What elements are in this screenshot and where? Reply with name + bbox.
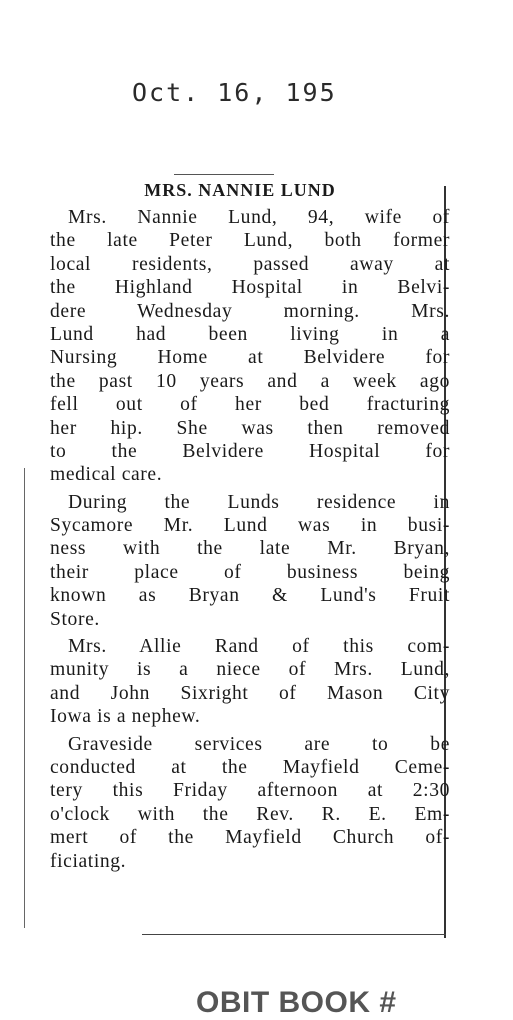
obituary-paragraph — [50, 491, 450, 631]
text-line: Lund had been living in a — [50, 323, 450, 345]
text-line: the Highland Hospital in Belvi- — [50, 277, 450, 299]
text-line: Iowa is a nephew. — [50, 706, 201, 728]
text-line: tery this Friday afternoon at 2:30 — [50, 780, 450, 802]
obituary-body — [50, 206, 450, 877]
date-stamp: Oct. 16, 195 — [132, 78, 337, 107]
text-line: dere Wednesday morning. Mrs. — [50, 300, 450, 322]
text-line: Sycamore Mr. Lund was in busi- — [50, 515, 450, 537]
text-line: and John Sixright of Mason City — [50, 682, 450, 704]
bottom-rule — [142, 934, 446, 935]
text-line: known as Bryan & Lund's Fruit — [50, 585, 450, 607]
obituary-headline: MRS. NANNIE LUND — [144, 180, 336, 200]
text-line: local residents, passed away at — [50, 253, 450, 275]
newspaper-clipping — [34, 168, 450, 936]
text-line: munity is a niece of Mrs. Lund, — [50, 659, 450, 681]
text-line: to the Belvidere Hospital for — [50, 440, 450, 462]
text-line: their place of business being — [50, 561, 450, 583]
text-line: ficiating. — [50, 850, 127, 872]
obituary-paragraph — [50, 733, 450, 873]
text-line: the past 10 years and a week ago — [50, 370, 450, 392]
text-line: Mrs. Allie Rand of this com- — [68, 636, 450, 658]
text-line: Mrs. Nannie Lund, 94, wife of — [68, 207, 450, 228]
text-line: During the Lunds residence in — [68, 491, 450, 513]
left-column-rule — [24, 468, 25, 928]
obituary-paragraph — [50, 635, 450, 729]
text-line: Graveside services are to be — [68, 733, 450, 755]
obit-book-label: OBIT BOOK # — [196, 986, 397, 1019]
text-line: o'clock with the Rev. R. E. Em- — [50, 803, 450, 825]
text-line: the late Peter Lund, both former — [50, 230, 450, 252]
text-line: medical care. — [50, 464, 163, 486]
text-line: mert of the Mayfield Church of- — [50, 827, 450, 849]
obituary-paragraph — [50, 206, 450, 487]
text-line: Nursing Home at Belvidere for — [50, 347, 450, 369]
text-line: Store. — [50, 608, 100, 630]
top-rule — [174, 174, 274, 175]
text-line: her hip. She was then removed — [50, 417, 450, 439]
text-line: ness with the late Mr. Bryan, — [50, 538, 450, 560]
text-line: fell out of her bed fracturing — [50, 394, 450, 416]
text-line: conducted at the Mayfield Ceme- — [50, 756, 450, 778]
